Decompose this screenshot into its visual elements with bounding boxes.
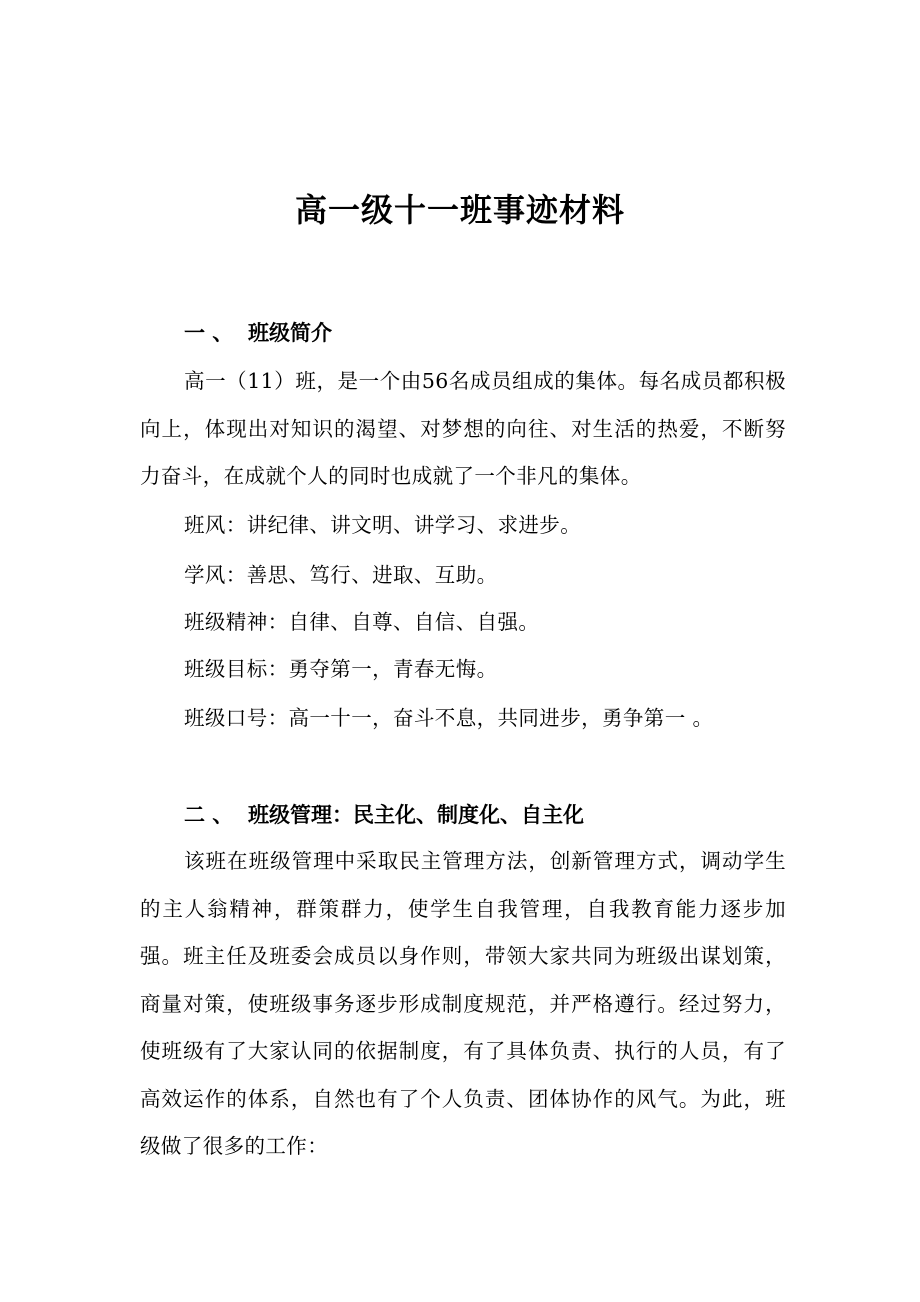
class-style-line: 班风：讲纪律、讲文明、讲学习、求进步。 xyxy=(184,513,582,537)
section-heading-class-management xyxy=(184,800,584,830)
document-title: 高一级十一班事迹材料 xyxy=(294,191,625,229)
class-spirit-line: 班级精神：自律、自尊、自信、自强。 xyxy=(184,610,540,634)
study-style-line: 学风：善思、笃行、进取、互助。 xyxy=(184,563,498,587)
class-goal-line: 班级目标：勇夺第一，青春无悔。 xyxy=(184,657,498,681)
class-intro-paragraph: 高一（11）班，是一个由56名成员组成的集体。每名成员都积极向上，体现出对知识的渴望、对梦想的向往、对生活的热爱，不断努力奋斗，在成就个人的同时也成就了一个非凡的集体。 xyxy=(140,369,786,488)
section-number: 二 、 xyxy=(184,802,234,827)
section-number: 一 、 xyxy=(184,320,234,345)
section-title: 班级简介 xyxy=(248,320,332,345)
class-slogan-line: 班级口号：高一十一，奋斗不息，共同进步，勇争第一 。 xyxy=(184,706,714,730)
section-title: 班级管理：民主化、制度化、自主化 xyxy=(248,802,584,827)
class-management-paragraph: 该班在班级管理中采取民主管理方法，创新管理方式，调动学生的主人翁精神，群策群力，使学生自我管理，自我教育能力逐步加强。班主任及班委会成员以身作则，带领大家共同为班级出谋划策，商量对策，使班级事务逐步形成制度规范，并严格遵行。经过努力，使班级有了大家认同的依据制度，有了具体负责、执行的人员，有了高效运作的体系，自然也有了个人负责、团体协作的风气。为此，班级做了很多的工作： xyxy=(140,849,786,1158)
section-heading-class-intro xyxy=(184,318,332,348)
